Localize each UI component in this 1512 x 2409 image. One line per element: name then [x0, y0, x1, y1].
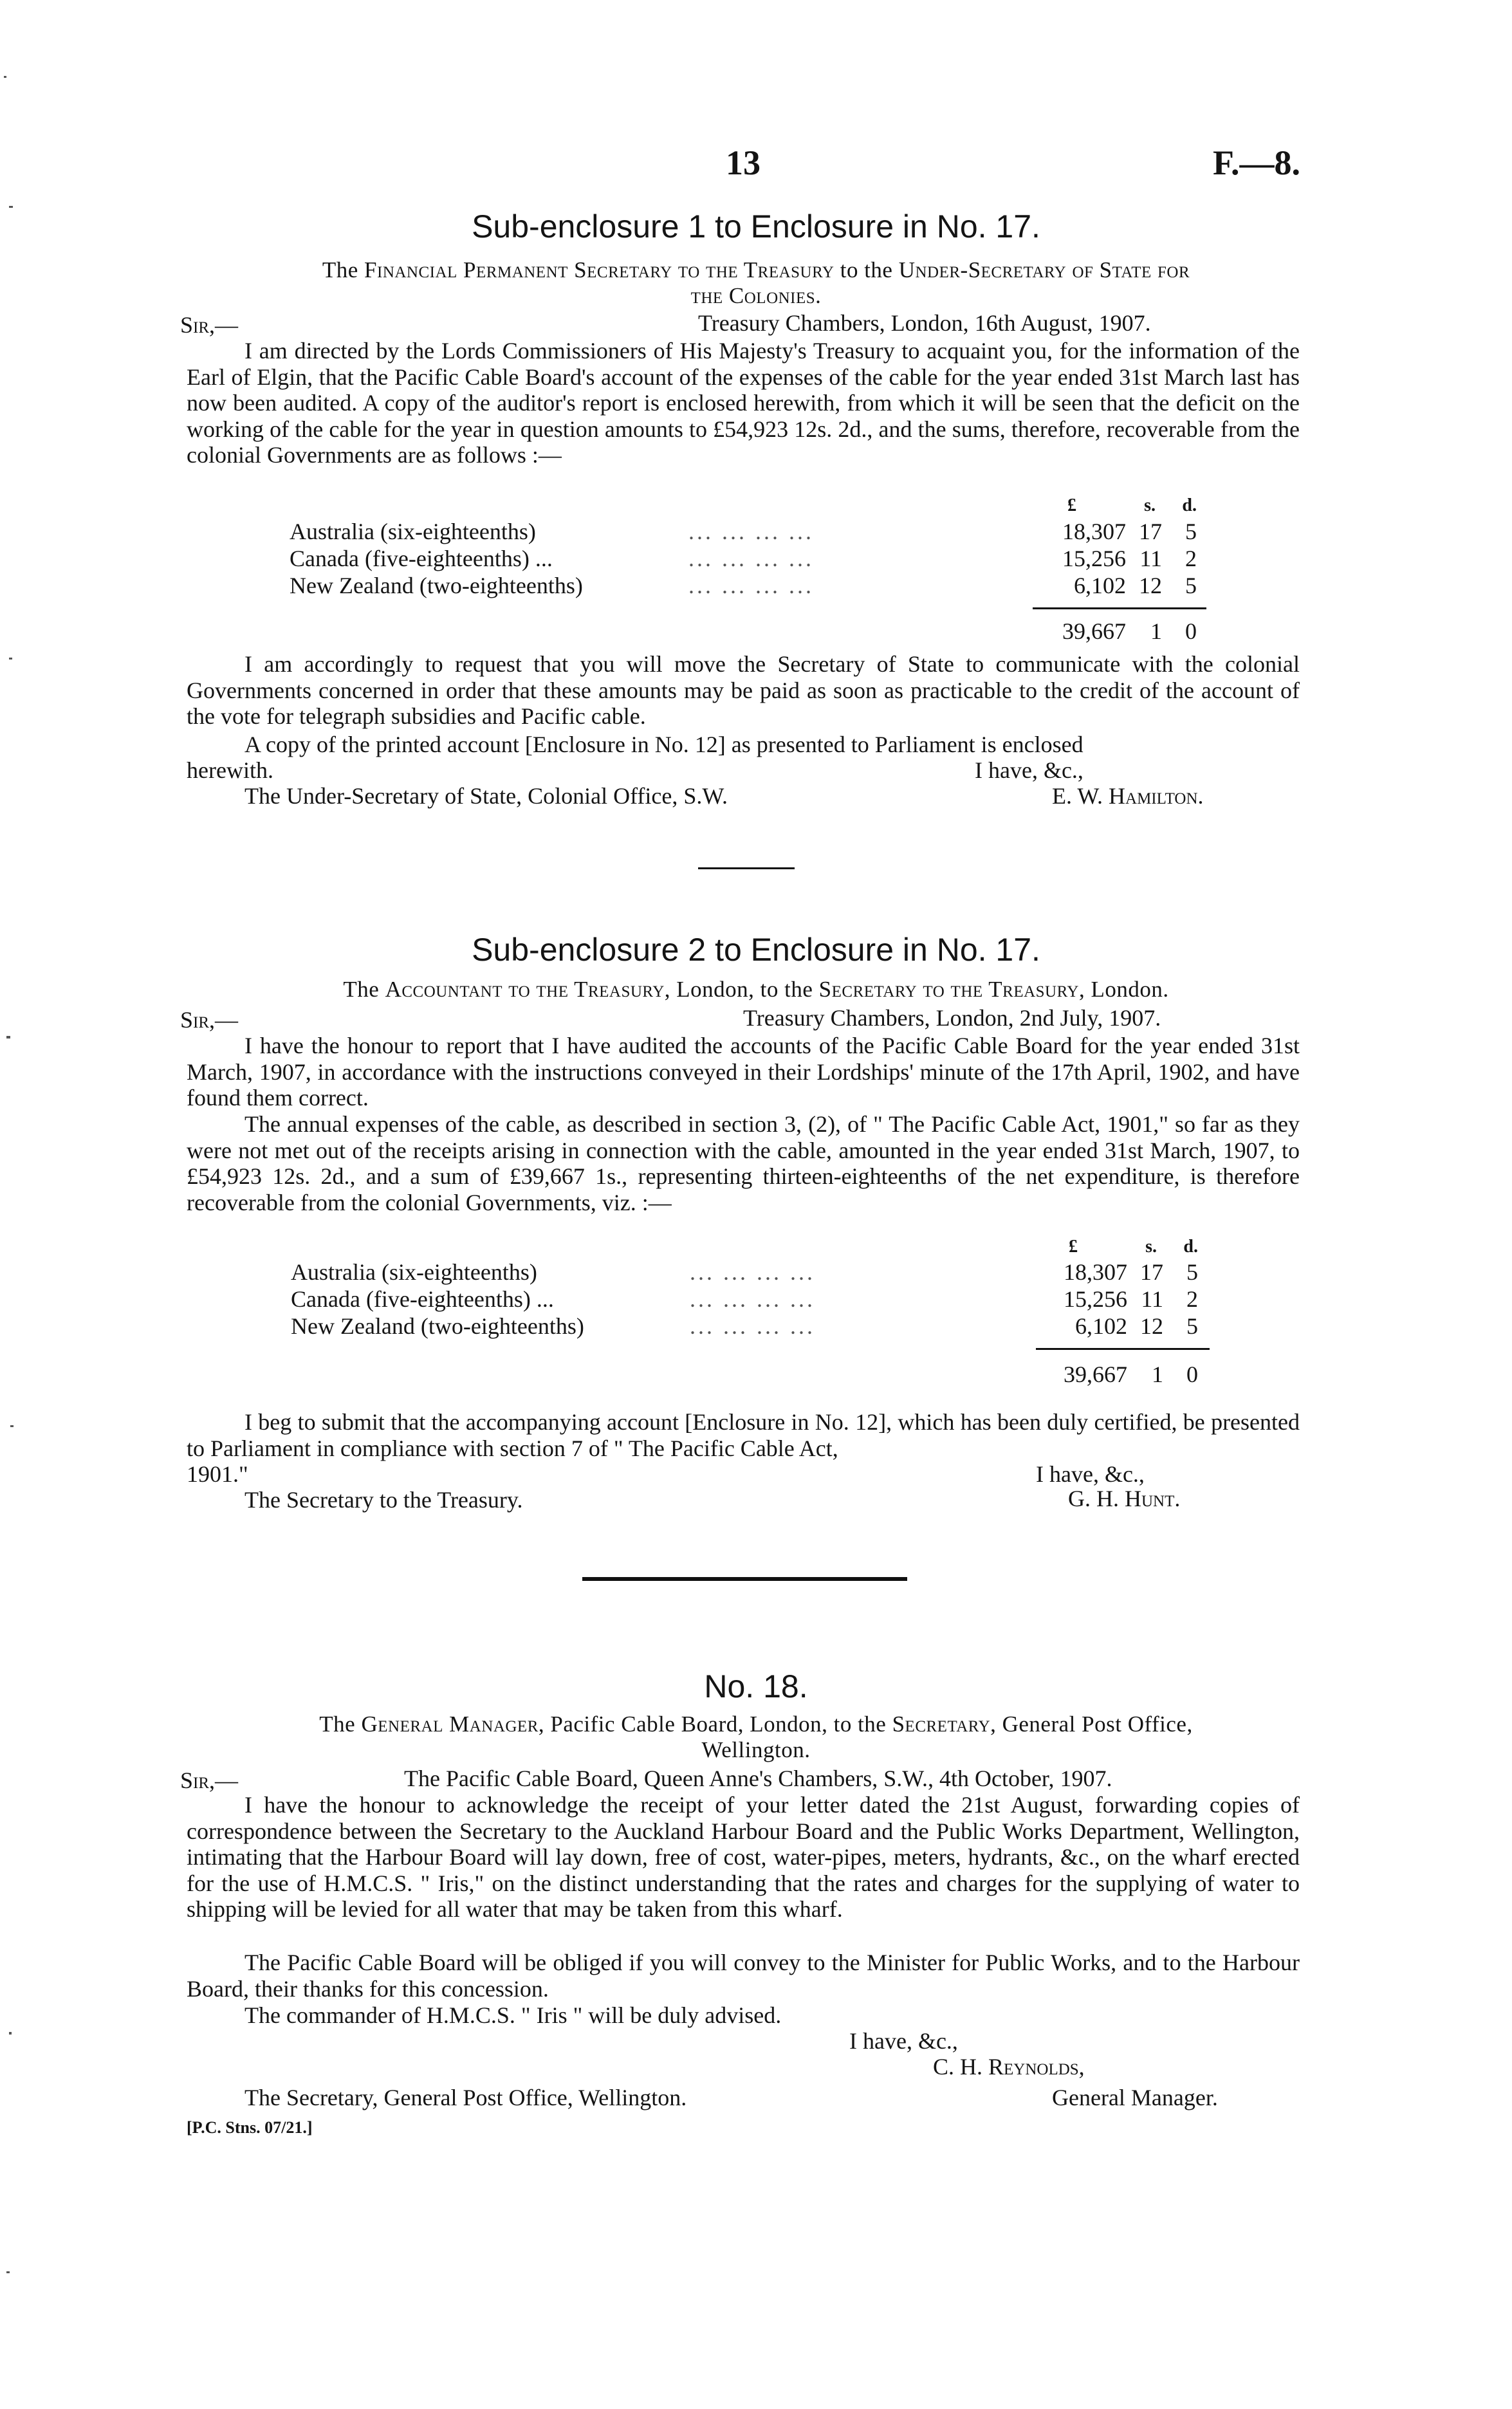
dateline: Treasury Chambers, London, 16th August, 1907.	[698, 310, 1151, 336]
sub-enclosure-1-address-line2: the Colonies.	[690, 283, 822, 308]
no-18-address-line2: Wellington.	[701, 1737, 811, 1762]
signature-title: General Manager.	[1052, 2085, 1218, 2110]
paragraph: I am directed by the Lords Commissioners of His Majesty's Treasury to acquaint you, for the information of the Earl of Elgin, that the Pacific Cable Board's account of the expenses of the cable for the year ended 31st March last has now been audited. A copy of the auditor's report is enclosed herewith, from which it will be seen that the deficit on the working of the cable for the year in question amounts to £54,923 12s. 2d., and the sums, therefore, recoverable from the colonial Governments are as follows :—	[187, 338, 1300, 468]
table-row: Canada (five-eighteenths) ... ... ... ... ... 15,256 11 2	[290, 546, 1197, 571]
table-row: Australia (six-eighteenths) ... ... ... ... 18,307 17 5	[291, 1259, 1198, 1285]
closing: I have, &c.,	[1036, 1461, 1145, 1487]
closing: I have, &c.,	[849, 2028, 958, 2054]
table-total-rule	[1036, 1348, 1210, 1350]
section-divider	[582, 1577, 907, 1581]
paragraph: The annual expenses of the cable, as described in section 3, (2), of " The Pacific Cable Act, 1901," so far as they were not met out of the receipts arising in connection with the cable, amounted in the year ended 31st March, 1907, to £54,923 12s. 2d., and a sum of £39,667 1s., representing thirteen-eighteenths of the net expenditure, is therefore recoverable from the colonial Governments, viz. :—	[187, 1111, 1300, 1215]
addressee: The Secretary, General Post Office, Wellington.	[244, 2085, 687, 2110]
table-header: £ s. d.	[1069, 1237, 1198, 1257]
paragraph: herewith.	[187, 757, 273, 783]
dateline: The Pacific Cable Board, Queen Anne's Chambers, S.W., 4th October, 1907.	[404, 1766, 1112, 1791]
closing: I have, &c.,	[975, 757, 1083, 783]
margin-mark	[9, 658, 12, 660]
margin-mark	[4, 76, 6, 78]
sub-enclosure-1-title: Sub-enclosure 1 to Enclosure in No. 17.	[472, 208, 1040, 245]
paragraph: I have the honour to report that I have audited the accounts of the Pacific Cable Board for the year ended 31st March, 1907, in accordance with the instructions conveyed in their Lordships' minute of the 17th April, 1902, and have found them correct.	[187, 1033, 1300, 1111]
file-reference: [P.C. Stns. 07/21.]	[187, 2118, 313, 2137]
margin-mark	[10, 1425, 14, 1427]
sub-enclosure-2-address: The Accountant to the Treasury, London, to the Secretary to the Treasury, London.	[343, 977, 1169, 1002]
margin-mark	[6, 2271, 10, 2273]
paragraph: The Pacific Cable Board will be obliged if you will convey to the Minister for Public Works, and to the Harbour Board, their thanks for this concession.	[187, 1950, 1300, 2002]
paragraph: I beg to submit that the accompanying account [Enclosure in No. 12], which has been duly certified, be presented to Parliament in compliance with section 7 of " The Pacific Cable Act,	[187, 1409, 1300, 1461]
table-row: New Zealand (two-eighteenths) ... ... ... ... 6,102 12 5	[290, 573, 1197, 598]
section-divider	[698, 867, 795, 869]
salutation: Sir,—	[180, 1768, 239, 1793]
paragraph: 1901."	[187, 1461, 248, 1487]
table-total-rule	[1033, 607, 1206, 609]
dateline: Treasury Chambers, London, 2nd July, 1907.	[743, 1005, 1161, 1031]
table-total-row: 39,667 1 0	[1062, 618, 1197, 644]
no-18-address: The General Manager, Pacific Cable Board, London, to the Secretary, General Post Office,	[319, 1712, 1193, 1737]
paragraph: I have the honour to acknowledge the receipt of your letter dated the 21st August, forwarding copies of correspondence between the Secretary to the Auckland Harbour Board and the Public Works Department, Wellington, intimating that the Harbour Board will lay down, free of cost, water-pipes, meters, hydrants, &c., on the wharf erected for the use of H.M.C.S. " Iris," on the distinct understanding that the rates and charges for the supplying of water to shipping will be levied for all water that may be taken from this wharf.	[187, 1792, 1300, 1922]
table-row: Canada (five-eighteenths) ... ... ... ... ... 15,256 11 2	[291, 1286, 1198, 1312]
page-number: 13	[726, 143, 761, 182]
table-header: £ s. d.	[1067, 495, 1197, 515]
paragraph: The commander of H.M.C.S. " Iris " will be duly advised.	[244, 2002, 782, 2028]
addressee: The Under-Secretary of State, Colonial Office, S.W.	[244, 783, 728, 809]
paragraph: I am accordingly to request that you will move the Secretary of State to communicate with the colonial Governments concerned in order that these amounts may be paid as soon as practicable to the credit of the account of the vote for telegraph subsidies and Pacific cable.	[187, 651, 1300, 729]
margin-mark	[6, 1036, 10, 1038]
salutation: Sir,—	[180, 312, 239, 338]
signature: E. W. Hamilton.	[1052, 783, 1204, 809]
no-18-title: No. 18.	[704, 1668, 808, 1704]
sub-enclosure-1-address: The Financial Permanent Secretary to the Treasury to the Under-Secretary of State for	[322, 257, 1190, 282]
paragraph: A copy of the printed account [Enclosure in No. 12] as presented to Parliament is enclosed	[244, 732, 1083, 757]
salutation: Sir,—	[180, 1007, 239, 1033]
table-total-row: 39,667 1 0	[1064, 1361, 1198, 1387]
margin-mark	[9, 2032, 12, 2035]
signature: C. H. Reynolds,	[933, 2054, 1085, 2080]
sub-enclosure-2-title: Sub-enclosure 2 to Enclosure in No. 17.	[472, 932, 1040, 968]
paper-reference: F.—8.	[1213, 143, 1301, 182]
table-row: New Zealand (two-eighteenths) ... ... ... ... 6,102 12 5	[291, 1313, 1198, 1339]
addressee: The Secretary to the Treasury.	[244, 1487, 523, 1513]
signature: G. H. Hunt.	[1068, 1486, 1181, 1511]
table-row: Australia (six-eighteenths) ... ... ... ... 18,307 17 5	[290, 519, 1197, 544]
